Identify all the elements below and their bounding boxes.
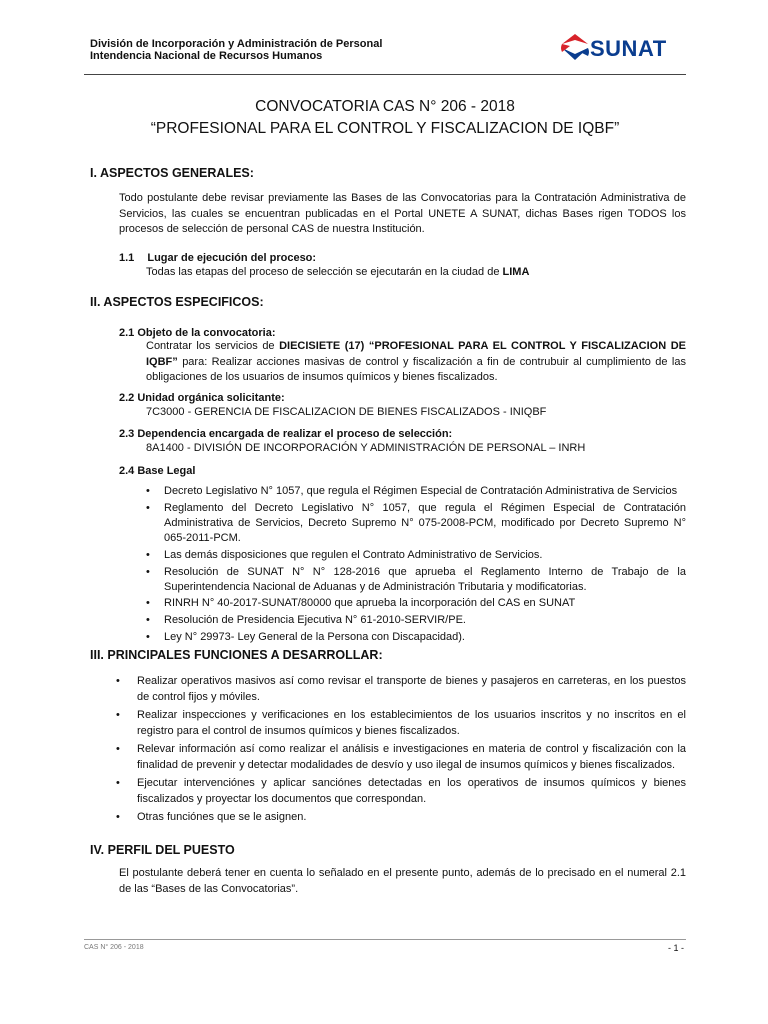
section-4-heading: IV. PERFIL DEL PUESTO xyxy=(90,843,235,857)
section-1-heading: I. ASPECTOS GENERALES: xyxy=(90,166,254,180)
list-item: • Ley N° 29973- Ley General de la Persona con Discapacidad). xyxy=(146,630,686,645)
page-number: - 1 - xyxy=(667,943,684,953)
list-item: • Decreto Legislativo N° 1057, que regula el Régimen Especial de Contratación Administrativa de Servicios xyxy=(146,484,686,499)
funciones-list xyxy=(116,673,686,826)
header-divider xyxy=(84,74,686,75)
section-1-paragraph: Todo postulante debe revisar previamente las Bases de las Convocatorias para la Contratación Administrativa de Servicios, las cuales se encuentran publicadas en el Portal UNETE A SUNAT, dichas Bases rigen TODOS los procesos de selección de personal CAS de nuestra Institución. xyxy=(119,192,686,235)
section-2-heading: II. ASPECTOS ESPECIFICOS: xyxy=(90,295,264,309)
list-item: • Resolución de Presidencia Ejecutiva N° 61-2010-SERVIR/PE. xyxy=(146,613,686,628)
dependencia-text: 8A1400 - DIVISIÓN DE INCORPORACIÓN Y ADMINISTRACIÓN DE PERSONAL – INRH xyxy=(146,442,586,454)
bullet-icon: • xyxy=(146,614,150,627)
objeto-bold: DIECISIETE (17) “PROFESIONAL PARA EL CONTROL Y FISCALIZACION DE IQBF” xyxy=(146,340,686,368)
bullet-icon: • xyxy=(116,675,120,687)
logo-wordmark: SUNAT xyxy=(590,36,667,61)
page-title xyxy=(84,96,686,140)
list-item: • Realizar operativos masivos así como revisar el transporte de bienes y pasajeros en carreteras, en los puestos de control fijos y móviles. xyxy=(116,675,686,704)
bullet-icon: • xyxy=(146,501,150,514)
list-item: • Ejecutar intervenciónes y aplicar sanciónes detectadas en los operativos de insumos químicos y bienes fiscalizados y proyectar los documentos que correspondan. xyxy=(116,776,686,805)
subsection-1-1-text xyxy=(146,265,529,280)
title-line-2: “PROFESIONAL PARA EL CONTROL Y FISCALIZACION DE IQBF” xyxy=(150,120,620,137)
bullet-icon: • xyxy=(146,548,150,561)
bullet-icon: • xyxy=(116,742,120,755)
bullet-icon: • xyxy=(146,485,150,497)
subsection-1-1-number: 1.1 xyxy=(119,252,135,264)
list-item: • Realizar inspecciones y verificaciones en los establecimientos de los usuarios inscritos y no inscritos en el registro para el control de insumos químicos y bienes fiscalizados. xyxy=(116,708,686,738)
subsection-1-1-city: LIMA xyxy=(502,266,530,278)
list-item: • Resolución de SUNAT N° N° 128-2016 que aprueba el Reglamento Interno de Trabajo de la Superintendencia Nacional de Aduanas y de Administración Tributaria y modificatorias. xyxy=(146,565,686,593)
objeto-paragraph xyxy=(146,339,686,386)
footer-divider xyxy=(84,939,686,940)
base-legal-list xyxy=(146,484,686,647)
list-item: • Relevar información así como realizar el análisis e investigaciones en materia de control y fiscalización con la finalidad de prevenir y detectar modalidades de desvío y uso ilegal de insumos químicos y bienes fiscalizados. xyxy=(116,742,686,772)
list-item: • Otras funciónes que se le asignen. xyxy=(116,809,686,825)
bullet-icon: • xyxy=(116,810,120,823)
bullet-icon: • xyxy=(146,597,150,610)
unidad-title: 2.2 Unidad orgánica solicitante: xyxy=(119,392,285,404)
objeto-rest: para: Realizar acciones masivas de control y fiscalización a fin de contrubuir al cumplimiento de las obligaciones de los usuarios de insumos químicos y bienes fiscalizados. xyxy=(146,355,686,383)
sunat-logo xyxy=(558,30,678,68)
bullet-icon: • xyxy=(146,630,150,643)
unidad-text: 7C3000 - GERENCIA DE FISCALIZACION DE BIENES FISCALIZADOS - INIQBF xyxy=(146,406,547,418)
bullet-icon: • xyxy=(146,565,150,578)
bullet-icon: • xyxy=(116,708,120,721)
objeto-title: 2.1 Objeto de la convocatoria: xyxy=(119,327,276,339)
footer-text: CAS N° 206 - 2018 xyxy=(84,944,144,951)
header-line-2: Intendencia Nacional de Recursos Humanos xyxy=(90,50,323,62)
base-legal-title: 2.4 Base Legal xyxy=(119,465,196,477)
dependencia-title: 2.3 Dependencia encargada de realizar el proceso de selección: xyxy=(119,428,453,440)
objeto-pre: Contratar los servicios de xyxy=(146,340,280,352)
list-item: • RINRH N° 40-2017-SUNAT/80000 que aprueba la incorporación del CAS en SUNAT xyxy=(146,596,686,611)
subsection-1-1-body: Todas las etapas del proceso de selección se ejecutarán en la ciudad de xyxy=(146,266,503,278)
subsection-1-1-title: Lugar de ejecución del proceso: xyxy=(147,252,317,264)
header-line-1: División de Incorporación y Administración de Personal xyxy=(90,38,383,50)
header-text xyxy=(90,38,382,62)
sunat-logo-icon xyxy=(558,30,592,68)
subsection-1-1 xyxy=(119,251,316,266)
list-item: • Las demás disposiciones que regulen el Contrato Administrativo de Servicios. xyxy=(146,548,686,563)
section-3-heading: III. PRINCIPALES FUNCIONES A DESARROLLAR: xyxy=(90,648,383,662)
section-4-paragraph: El postulante deberá tener en cuenta lo señalado en el presente punto, además de lo precisado en el numeral 2.1 de las “Bases de las Convocatorias”. xyxy=(119,867,686,895)
bullet-icon: • xyxy=(116,776,120,789)
list-item: • Reglamento del Decreto Legislativo N° 1057, que regula el Régimen Especial de Contratación Administrativa de Servicios, Decreto Supremo N° 075-2008-PCM, modificado por Decreto Supremo N° 065-2011-PCM. xyxy=(146,501,686,545)
title-line-1: CONVOCATORIA CAS N° 206 - 2018 xyxy=(255,98,515,115)
